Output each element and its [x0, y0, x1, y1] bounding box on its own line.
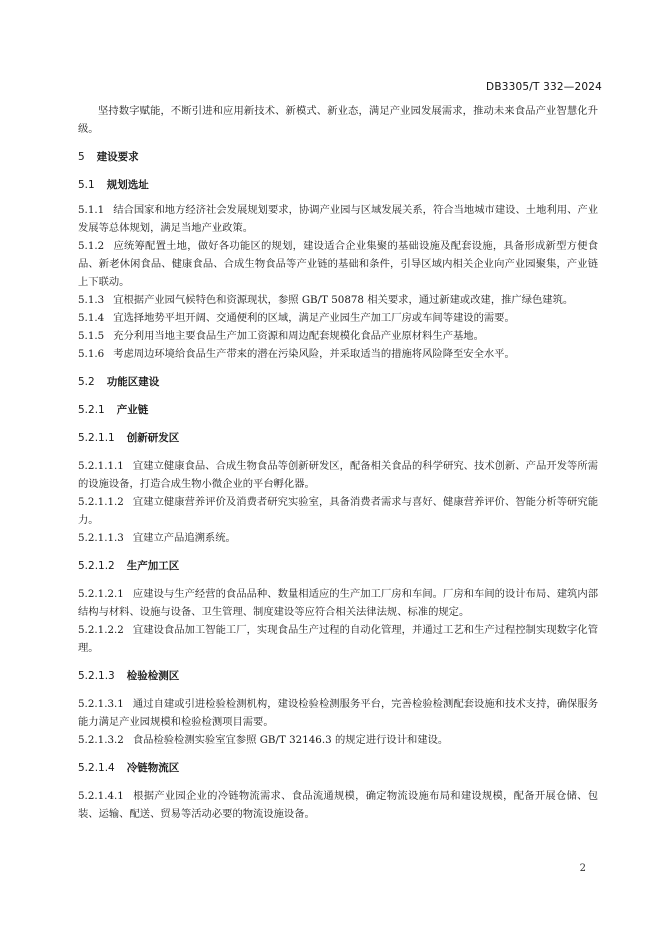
section-title: 产业链: [116, 404, 149, 416]
section-title: 生产加工区: [126, 560, 180, 572]
clause-text: 宜建立健康营养评价及消费者研究实验室，具备消费者需求与喜好、健康营养评价、智能分析等研究能力。: [78, 496, 598, 526]
clause-5-1-5: [78, 327, 598, 345]
clause-number: 5.1.4: [78, 312, 105, 324]
section-number: 5.2.1.4: [78, 762, 115, 774]
clause-number: 5.1.1: [78, 204, 105, 216]
section-title: 建设要求: [96, 151, 139, 163]
clause-number: 5.2.1.2.1: [78, 588, 124, 600]
section-number: 5.2.1: [78, 404, 105, 416]
clause-5-2-1-4-1: [78, 787, 598, 823]
clause-number: 5.2.1.1.3: [78, 532, 124, 544]
clause-number: 5.1.5: [78, 330, 105, 342]
clause-text: 应统筹配置土地，做好各功能区的规划，建设适合企业集聚的基础设施及配套设施，具备形成新型方便食品、新老休闲食品、健康食品、合成生物食品等产业链的基础和条件，引导区域内相关企业向产业园聚集，产业链上下联动。: [78, 240, 598, 288]
document-body: [78, 102, 598, 823]
clause-5-1-6: [78, 345, 598, 363]
clause-5-2-1-3-2: [78, 731, 598, 749]
section-heading-5-2-1: [78, 401, 598, 419]
section-heading-5-2-1-1: [78, 429, 598, 447]
clause-number: 5.2.1.1.1: [78, 460, 124, 472]
page-number: 2: [579, 863, 586, 874]
section-title: 检验检测区: [126, 670, 180, 682]
clause-5-2-1-1-1: [78, 457, 598, 493]
section-title: 规划选址: [106, 179, 149, 191]
clause-5-1-4: [78, 309, 598, 327]
clause-5-2-1-2-1: [78, 585, 598, 621]
section-title: 创新研发区: [126, 432, 180, 444]
clause-text: 宜根据产业园气候特色和资源现状，参照 GB/T 50878 相关要求，通过新建或改建，推广绿色建筑。: [113, 294, 574, 306]
section-number: 5.1: [78, 179, 95, 191]
clause-5-2-1-1-3: [78, 529, 598, 547]
section-title: 冷链物流区: [126, 762, 180, 774]
clause-text: 根据产业园企业的冷链物流需求、食品流通规模，确定物流设施布局和建设规模，配备开展仓储、包装、运输、配送、贸易等活动必要的物流设施设备。: [78, 790, 598, 820]
clause-number: 5.1.6: [78, 348, 105, 360]
clause-5-2-1-3-1: [78, 695, 598, 731]
clause-5-2-1-2-2: [78, 621, 598, 657]
clause-text: 充分利用当地主要食品生产加工资源和周边配套规模化食品产业原材料生产基地。: [113, 330, 484, 342]
section-number: 5.2.1.1: [78, 432, 115, 444]
clause-text: 宜建设食品加工智能工厂，实现食品生产过程的自动化管理，并通过工艺和生产过程控制实现数字化管理。: [78, 624, 598, 654]
clause-5-1-3: [78, 291, 598, 309]
section-number: 5.2.1.3: [78, 670, 115, 682]
clause-text: 食品检验检测实验室宜参照 GB/T 32146.3 的规定进行设计和建设。: [132, 734, 449, 746]
clause-text: 宜建立产品追溯系统。: [132, 532, 236, 544]
section-heading-5-2: [78, 373, 598, 391]
clause-number: 5.2.1.4.1: [78, 790, 124, 802]
intro-paragraph: 坚持数字赋能，不断引进和应用新技术、新模式、新业态，满足产业园发展需求，推动未来食品产业智慧化升级。: [78, 105, 598, 135]
section-heading-5-2-1-2: [78, 557, 598, 575]
clause-text: 宜建立健康食品、合成生物食品等创新研发区，配备相关食品的科学研究、技术创新、产品开发等所需的设施设备，打造合成生物小微企业的平台孵化器。: [78, 460, 598, 490]
section-heading-5-1: [78, 176, 598, 194]
section-title: 功能区建设: [106, 376, 160, 388]
clause-number: 5.1.2: [78, 240, 105, 252]
clause-number: 5.1.3: [78, 294, 105, 306]
clause-text: 通过自建或引进检验检测机构，建设检验检测服务平台，完善检验检测配套设施和技术支持，确保服务能力满足产业园规模和检验检测项目需要。: [78, 698, 598, 728]
section-heading-5-2-1-3: [78, 667, 598, 685]
section-number: 5.2: [78, 376, 95, 388]
section-heading-5-2-1-4: [78, 759, 598, 777]
clause-text: 应建设与生产经营的食品品种、数量相适应的生产加工厂房和车间。厂房和车间的设计布局、建筑内部结构与材料、设施与设备、卫生管理、制度建设等应符合相关法律法规、标准的规定。: [78, 588, 598, 618]
clause-number: 5.2.1.3.2: [78, 734, 124, 746]
clause-5-1-1: [78, 201, 598, 237]
clause-5-1-2: [78, 237, 598, 291]
clause-number: 5.2.1.2.2: [78, 624, 124, 636]
document-code: DB3305/T 332—2024: [486, 81, 602, 93]
clause-text: 考虑周边环境给食品生产带来的潜在污染风险，并采取适当的措施将风险降至安全水平。: [113, 348, 515, 360]
section-number: 5: [78, 151, 85, 163]
clause-text: 结合国家和地方经济社会发展规划要求，协调产业园与区域发展关系，符合当地城市建设、土地利用、产业发展等总体规划，满足当地产业政策。: [78, 204, 598, 234]
section-heading-5: [78, 148, 598, 166]
section-number: 5.2.1.2: [78, 560, 115, 572]
clause-number: 5.2.1.1.2: [78, 496, 124, 508]
clause-5-2-1-1-2: [78, 493, 598, 529]
clause-text: 宜选择地势平坦开阔、交通便利的区域，满足产业园生产加工厂房或车间等建设的需要。: [113, 312, 515, 324]
clause-number: 5.2.1.3.1: [78, 698, 124, 710]
